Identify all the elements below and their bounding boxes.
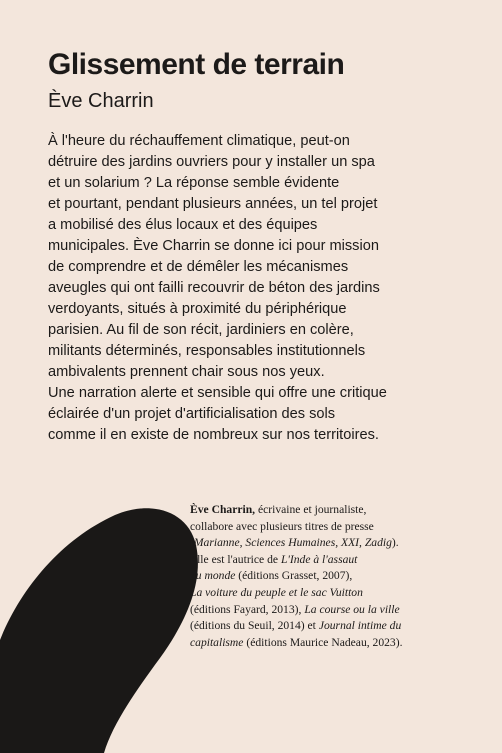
blurb-line: militants déterminés, responsables institutionnels xyxy=(48,343,366,359)
bio-line: (éditions du Seuil, 2014) et Journal intime du xyxy=(190,619,402,633)
blurb-line: municipales. Ève Charrin se donne ici pour mission xyxy=(48,238,379,254)
decorative-blob-shape xyxy=(0,500,220,753)
author-bio xyxy=(190,502,490,651)
blurb-line: À l'heure du réchauffement climatique, peut-on xyxy=(48,133,350,149)
bio-author-name: Ève Charrin, xyxy=(190,503,256,516)
book-author: Ève Charrin xyxy=(48,90,154,112)
blurb-line: a mobilisé des élus locaux et des équipes xyxy=(48,217,318,233)
bio-line: du monde (éditions Grasset, 2007), xyxy=(190,569,353,583)
blurb-text xyxy=(48,131,488,446)
blurb-line: éclairée d'un projet d'artificialisation des sols xyxy=(48,406,336,422)
blurb-line: détruire des jardins ouvriers pour y installer un spa xyxy=(48,154,375,170)
bio-line: capitalisme (éditions Maurice Nadeau, 2023). xyxy=(190,635,403,649)
blurb-line: parisien. Au fil de son récit, jardiniers en colère, xyxy=(48,322,354,338)
blurb-line: ambivalents prennent chair sous nos yeux. xyxy=(48,364,325,380)
blurb-line: et un solarium ? La réponse semble évidente xyxy=(48,175,340,191)
bio-line: Ève Charrin, écrivaine et journaliste, xyxy=(190,503,367,516)
blurb-line: et pourtant, pendant plusieurs années, un tel projet xyxy=(48,196,378,212)
blurb-line: comme il en existe de nombreux sur nos territoires. xyxy=(48,427,379,443)
bio-line: (éditions Fayard, 2013), La course ou la ville xyxy=(190,602,400,616)
blurb-line: Une narration alerte et sensible qui offre une critique xyxy=(48,385,387,401)
bio-line: (Marianne, Sciences Humaines, XXI, Zadig). xyxy=(190,536,399,550)
blurb-line: verdoyants, situés à proximité du périphérique xyxy=(48,301,347,317)
book-title: Glissement de terrain xyxy=(48,48,345,81)
blob-path xyxy=(0,508,198,753)
blurb-line: aveugles qui ont failli recouvrir de béton des jardins xyxy=(48,280,380,296)
bio-line: collabore avec plusieurs titres de presse xyxy=(190,519,374,533)
blurb-line: de comprendre et de démêler les mécanismes xyxy=(48,259,349,275)
bio-line: La voiture du peuple et le sac Vuitton xyxy=(190,585,363,599)
bio-line: Elle est l'autrice de L'Inde à l'assaut xyxy=(190,552,358,566)
